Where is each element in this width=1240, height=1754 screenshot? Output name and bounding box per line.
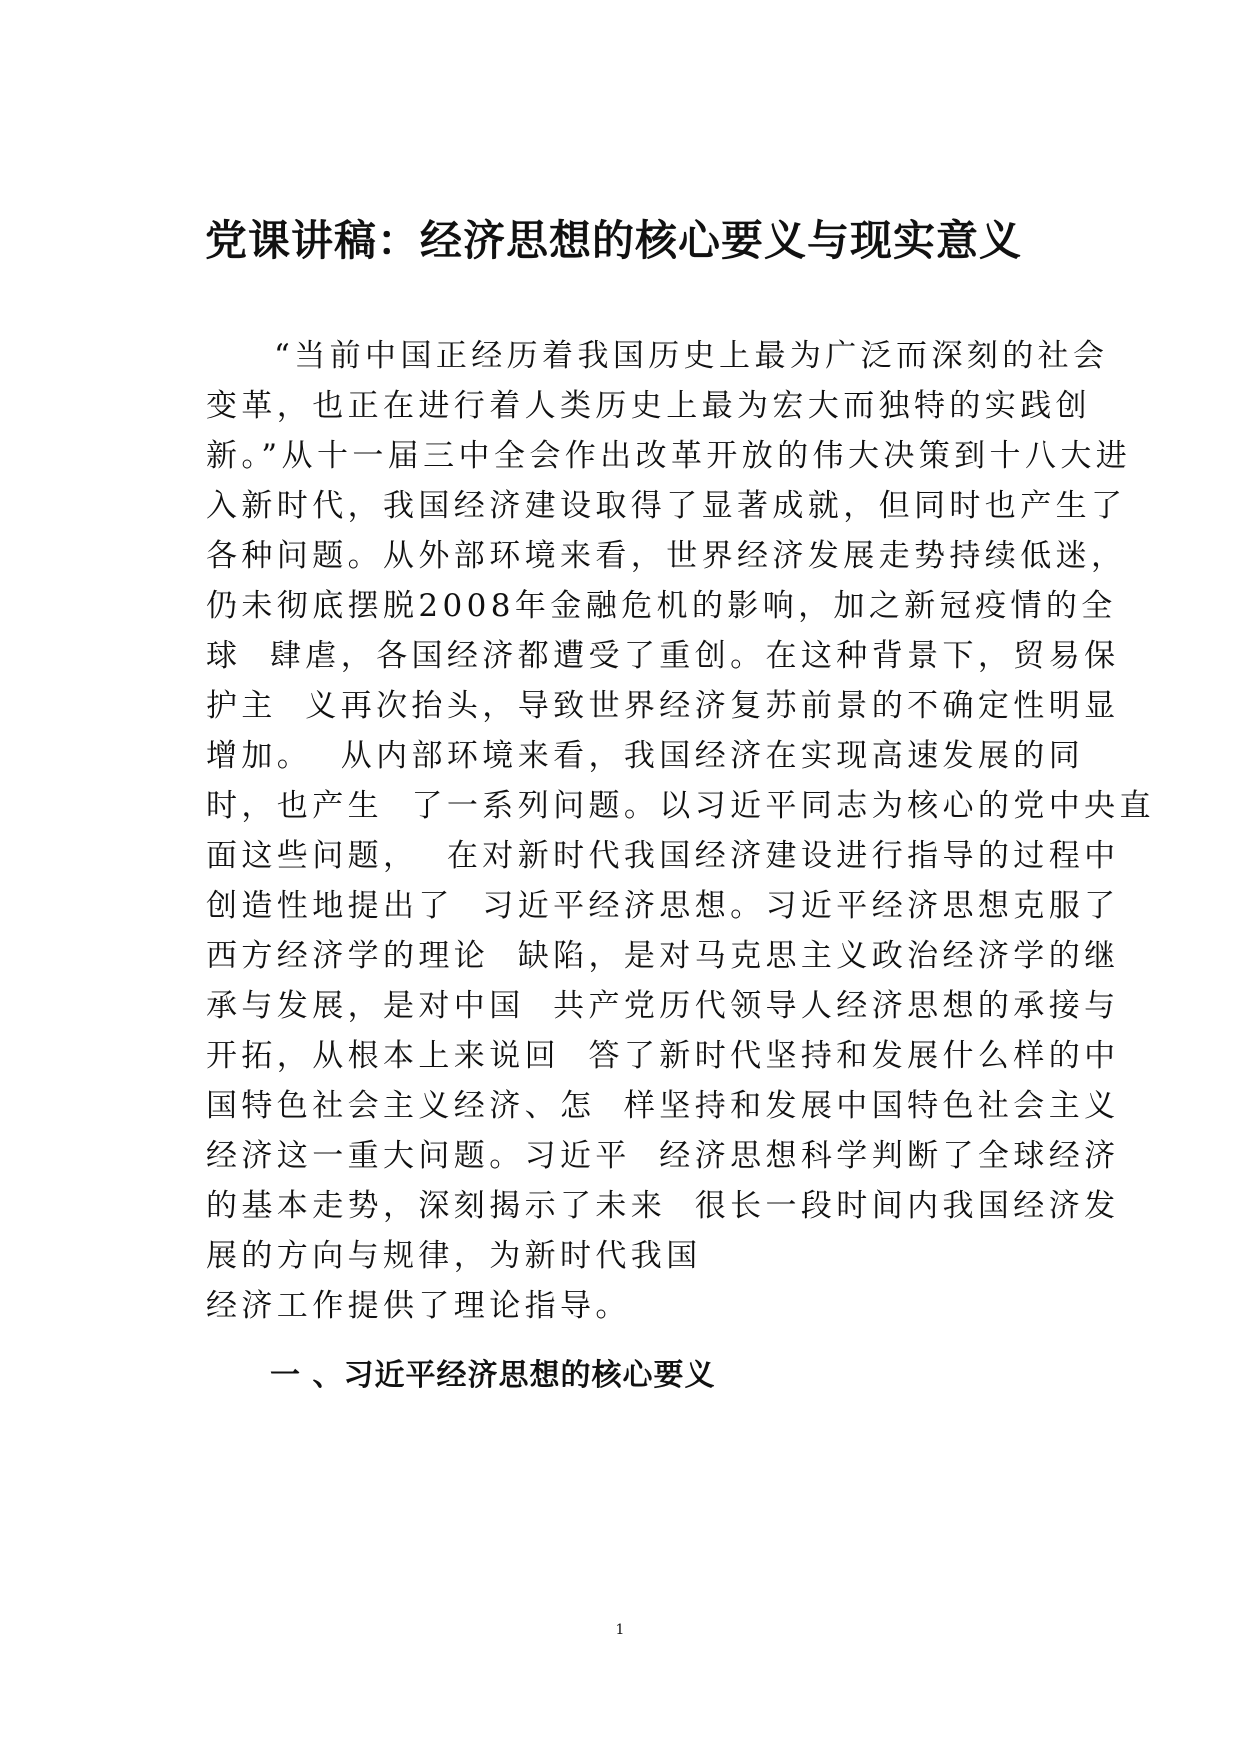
paragraph-line: “当前中国正经历着我国历史上最为广泛而深刻的社会 (274, 338, 1109, 374)
paragraph-line: 西方经济学的理论 缺陷，是对马克思主义政治经济学的继 (206, 938, 1120, 974)
paragraph-line: 增加。 从内部环境来看，我国经济在实现高速发展的同 (206, 738, 1085, 774)
paragraph-line: 经济这一重大问题。习近平 经济思想科学判断了全球经济 (206, 1138, 1120, 1174)
paragraph-line: 入新时代，我国经济建设取得了显著成就，但同时也产生了 (206, 488, 1127, 524)
section-heading: 一 、习近平经济思想的核心要义 (270, 1358, 716, 1393)
paragraph-line: 新。”从十一届三中全会作出改革开放的伟大决策到十八大进 (206, 438, 1132, 474)
paragraph-line: 面这些问题， 在对新时代我国经济建设进行指导的过程中 (206, 838, 1120, 874)
paragraph-line: 时，也产生 了一系列问题。以习近平同志为核心的党中央直 (206, 788, 1155, 824)
paragraph-line: 经济工作提供了理论指导。 (206, 1288, 631, 1324)
paragraph-line: 承与发展，是对中国 共产党历代领导人经济思想的承接与 (206, 988, 1120, 1024)
page-number: 1 (615, 1622, 625, 1638)
paragraph-line: 开拓，从根本上来说回 答了新时代坚持和发展什么样的中 (206, 1038, 1120, 1074)
paragraph-line: 各种问题。从外部环境来看，世界经济发展走势持续低迷， (206, 538, 1127, 574)
paragraph-line: 创造性地提出了 习近平经济思想。习近平经济思想克服了 (206, 888, 1120, 924)
paragraph-line: 国特色社会主义经济、怎 样坚持和发展中国特色社会主义 (206, 1088, 1120, 1124)
paragraph-line: 球 肆虐，各国经济都遭受了重创。在这种背景下，贸易保 (206, 638, 1120, 674)
paragraph-line: 变革，也正在进行着人类历史上最为宏大而独特的实践创 (206, 388, 1091, 424)
paragraph-line: 展的方向与规律，为新时代我国 (206, 1238, 702, 1274)
paragraph-line: 护主 义再次抬头，导致世界经济复苏前景的不确定性明显 (206, 688, 1120, 724)
paragraph-line: 仍未彻底摆脱2008年金融危机的影响，加之新冠疫情的全 (206, 588, 1117, 624)
page-title: 党课讲稿：经济思想的核心要义与现实意义 (205, 216, 1023, 265)
paragraph-line: 的基本走势，深刻揭示了未来 很长一段时间内我国经济发 (206, 1188, 1120, 1224)
